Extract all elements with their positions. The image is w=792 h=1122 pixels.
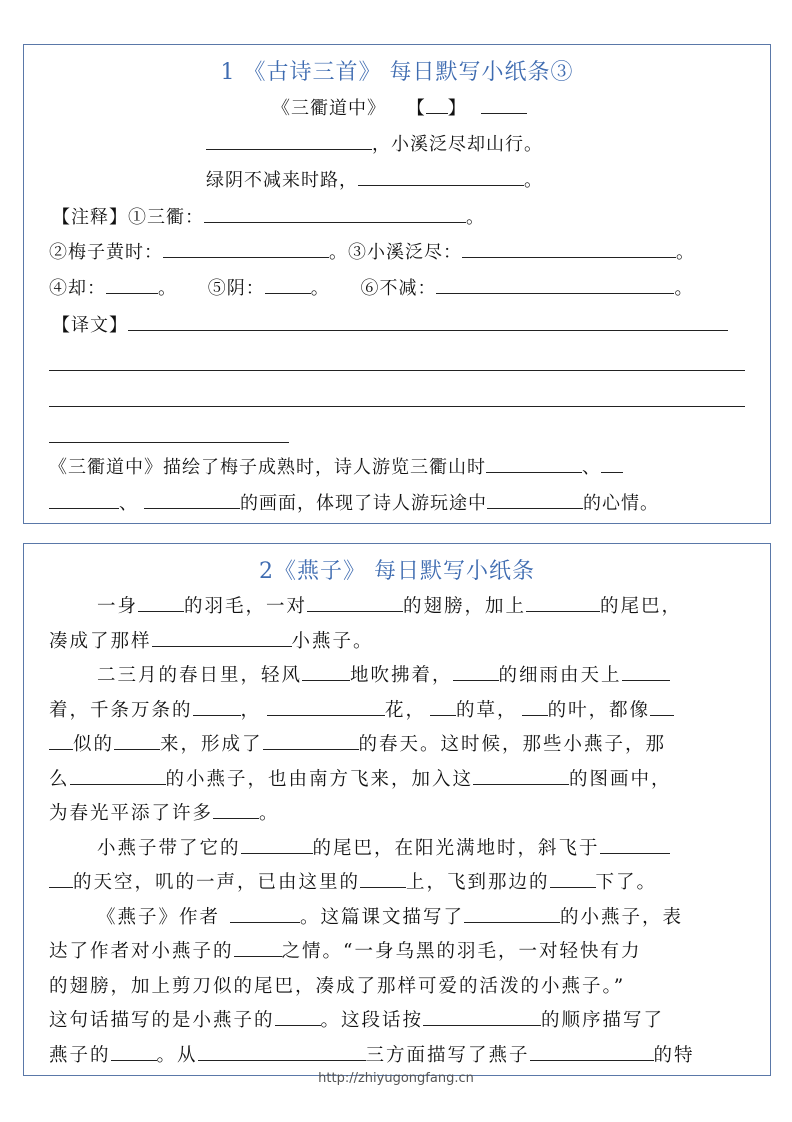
p2-line5: 为春光平添了许多 。 (49, 797, 749, 832)
poem-title: 《三衢道中》 (272, 98, 386, 119)
blank[interactable] (138, 591, 184, 612)
summary-row-2: 、 的画面，体现了诗人游玩途中 的心情。 (49, 490, 659, 516)
summary-blank-2a[interactable] (601, 454, 623, 473)
note4-blank[interactable] (106, 275, 158, 294)
blank[interactable] (213, 798, 259, 819)
blank[interactable] (423, 1005, 541, 1026)
p3-line2: 的天空，叽的一声，已由这里的 上，飞到那边的 下了。 (49, 866, 749, 901)
blank[interactable] (307, 591, 403, 612)
p4-line5: 燕子的 。从 三方面描写了燕子 的特 (49, 1039, 749, 1074)
blank[interactable] (302, 660, 350, 681)
blank[interactable] (111, 1040, 157, 1061)
blank[interactable] (464, 902, 560, 923)
summary-blank-4[interactable] (487, 490, 583, 509)
blank[interactable] (526, 591, 600, 612)
poem-title-row: 《三衢道中》 【 】 (272, 95, 527, 121)
note3-blank[interactable] (462, 239, 676, 258)
note1-blank[interactable] (204, 204, 466, 223)
blank[interactable] (650, 695, 674, 716)
blank[interactable] (198, 1040, 366, 1061)
blank[interactable] (473, 764, 569, 785)
p1-line2: 凑成了那样 小燕子。 (49, 625, 749, 660)
note6-blank[interactable] (436, 275, 674, 294)
blank[interactable] (152, 626, 292, 647)
p1-line1: 一身 的羽毛，一对 的翅膀，加上 的尾巴， (49, 590, 749, 625)
summary-blank-2b[interactable] (49, 490, 119, 509)
blank[interactable] (600, 833, 670, 854)
blank[interactable] (550, 867, 596, 888)
blank[interactable] (453, 660, 499, 681)
note2-blank[interactable] (163, 239, 329, 258)
p2-line2: 着，千条万条的 ， 花， 的草， 的叶，都像 (49, 694, 749, 729)
card1-title: 1 《古诗三首》 每日默写小纸条③ (220, 60, 574, 85)
blank[interactable] (49, 729, 73, 750)
blank[interactable] (230, 902, 300, 923)
p4-line2: 达了作者对小燕子的 之情。“一身乌黑的羽毛，一对轻快有力 (49, 935, 749, 970)
swallow-passage (49, 590, 749, 1073)
translation-line-4[interactable] (49, 442, 289, 443)
blank[interactable] (430, 695, 456, 716)
p2-line1: 二三月的春日里，轻风 地吹拂着， 的细雨由天上 (49, 659, 749, 694)
blank[interactable] (193, 695, 241, 716)
translation-blank-1[interactable] (128, 312, 728, 331)
worksheet-card-1 (23, 44, 771, 524)
blank[interactable] (267, 695, 385, 716)
note-row-2: ②梅子黄时： 。③小溪泛尽： 。 (49, 239, 695, 265)
p3-line1: 小燕子带了它的 的尾巴，在阳光满地时，斜飞于 (49, 832, 749, 867)
blank[interactable] (234, 936, 282, 957)
author-dynasty-blank[interactable] (426, 95, 448, 114)
blank[interactable] (522, 695, 548, 716)
poem-line1-blank[interactable] (206, 131, 372, 150)
blank[interactable] (49, 867, 73, 888)
poem-line-1: ，小溪泛尽却山行。 (206, 131, 543, 157)
p4-line4: 这句话描写的是小燕子的 。这段话按 的顺序描写了 (49, 1004, 749, 1039)
poet-blank[interactable] (481, 95, 527, 114)
blank[interactable] (70, 764, 166, 785)
worksheet-card-2 (23, 543, 771, 1076)
p2-line3: 似的 来，形成了 的春天。这时候，那些小燕子，那 (49, 728, 749, 763)
summary-row-1: 《三衢道中》描绘了梅子成熟时，诗人游览三衢山时 、 (49, 454, 623, 480)
translation-row: 【译文】 (52, 312, 728, 338)
card2-title: 2《燕子》 每日默写小纸条 (259, 559, 535, 584)
p4-line1: 《燕子》作者 。这篇课文描写了 的小燕子，表 (49, 901, 749, 936)
blank[interactable] (263, 729, 359, 750)
blank[interactable] (241, 833, 313, 854)
blank[interactable] (530, 1040, 654, 1061)
note-row-1: 【注释】①三衢： 。 (52, 204, 485, 230)
note5-blank[interactable] (265, 275, 311, 294)
p2-line4: 么 的小燕子，也由南方飞来，加入这 的图画中， (49, 763, 749, 798)
translation-line-3[interactable] (49, 406, 745, 407)
poem-line-2: 绿阴不减来时路， 。 (206, 167, 543, 193)
poem-line2-blank[interactable] (358, 167, 524, 186)
note-row-3: ④却： 。 ⑤阴： 。 ⑥不减： 。 (49, 275, 693, 301)
translation-line-2[interactable] (49, 370, 745, 371)
summary-blank-3[interactable] (144, 490, 240, 509)
footer-url: http://zhiyugongfang.cn (318, 1071, 474, 1086)
blank[interactable] (275, 1005, 321, 1026)
p4-line3: 的翅膀，加上剪刀似的尾巴，凑成了那样可爱的活泼的小燕子。” (49, 975, 626, 997)
summary-blank-1[interactable] (486, 454, 582, 473)
blank[interactable] (360, 867, 406, 888)
blank[interactable] (114, 729, 160, 750)
blank[interactable] (622, 660, 670, 681)
